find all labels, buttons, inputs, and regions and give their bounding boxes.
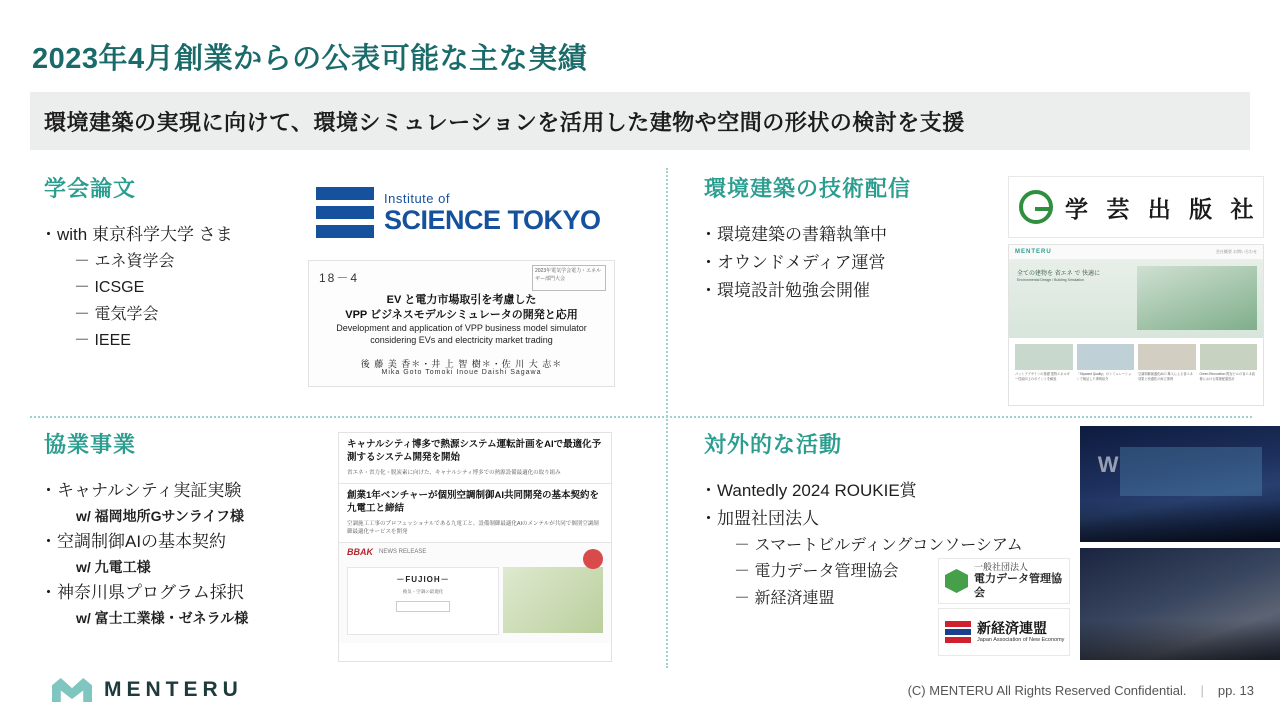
audience-shadow — [1080, 620, 1280, 660]
footer-logo — [52, 678, 243, 702]
quadrant-tech-media-heading: 環境建築の技術配信 — [704, 176, 912, 201]
list-item: ・オウンドメディア運営 — [700, 253, 886, 273]
press-headline: 創業1年ベンチャーが個別空調制御AI共同開発の基本契約を九電工と締結 — [347, 489, 599, 514]
list-item: － エネ資学会 — [74, 253, 175, 271]
association-logo-line2: 電力データ管理協会 — [974, 572, 1063, 599]
press-red-badge-icon — [583, 549, 603, 569]
article-caption: 空調制御最適化AIの 導入による省エネ効果と快適性の両立事例 — [1138, 372, 1193, 381]
new-economy-mark-icon — [945, 621, 971, 643]
press-product-button — [396, 601, 450, 612]
list-item: － 電力データ管理協会 — [734, 563, 899, 581]
footer-copyright: (C) MENTERU All Rights Reserved Confidential. — [907, 683, 1187, 698]
vertical-divider — [666, 168, 668, 668]
paper-title-en1: Development and application of VPP business model simulator — [336, 323, 587, 333]
association-logo-power-data — [938, 558, 1070, 604]
paper-title-line2: VPP ビジネスモデルシミュレータの開発と応用 — [345, 309, 578, 321]
paper-title-line1: EV と電力市場取引を考慮した — [386, 294, 537, 306]
website-hero-image — [1137, 266, 1257, 330]
quadrant-outreach — [690, 424, 1280, 668]
press-release-capture — [338, 432, 612, 662]
website-header — [1009, 245, 1263, 260]
list-item: ・環境設計勉強会開催 — [700, 281, 870, 301]
list-item-note: w/ 富士工業様・ゼネラル様 — [76, 610, 249, 627]
footer-brand-name: MENTERU — [104, 678, 243, 701]
website-article-cards — [1009, 338, 1263, 388]
press-headline: キャナルシティ博多で熱源システム運転計画をAIで最適化予測するシステム開発を開始 — [347, 439, 602, 463]
audience-shadow — [1080, 500, 1280, 542]
list-item: ・空調制御AIの基本契約 — [40, 532, 227, 552]
list-item — [1200, 344, 1258, 382]
owned-media-website-capture — [1008, 244, 1264, 406]
list-item: ・キャナルシティ実証実験 — [40, 481, 242, 500]
press-bottom-capture — [339, 543, 611, 643]
article-caption: 「Skyward Quality」のシミュレーションで検証した事例紹介 — [1076, 372, 1132, 381]
science-tokyo-logo-line1: Institute of — [384, 191, 450, 206]
event-photo-stage — [1080, 426, 1280, 542]
list-item — [1138, 344, 1196, 382]
quadrant-grid — [30, 168, 1260, 668]
list-item: － 新経済連盟 — [734, 589, 835, 607]
footer-page-number: pp. 13 — [1217, 683, 1254, 698]
event-photo-audience — [1080, 548, 1280, 660]
press-logos — [339, 543, 611, 561]
paper-stamp: 2023年電気学会電力・エネルギー部門大会 — [532, 265, 606, 291]
quadrant-outreach-heading: 対外的な活動 — [704, 432, 843, 457]
wantedly-w-icon: W — [1097, 451, 1119, 477]
gakugei-g-icon — [1019, 190, 1053, 224]
quadrant-collaboration — [30, 424, 642, 668]
article-caption: Green Renovation 既存ビルの省エネ改修における環境配慮設計 — [1199, 372, 1255, 381]
quadrant-papers — [30, 168, 642, 412]
article-thumbnail — [1015, 344, 1073, 370]
list-item: － スマートビルディングコンソーシアム — [734, 537, 1023, 555]
menteru-mark-icon — [52, 678, 92, 702]
article-thumbnail — [1077, 344, 1135, 370]
subtitle-band — [30, 92, 1250, 150]
list-item: － 電気学会 — [74, 305, 159, 323]
list-item — [1077, 344, 1135, 382]
gakugei-publisher-logo — [1008, 176, 1264, 238]
footer-separator: | — [1200, 683, 1204, 698]
list-item: － ICSGE — [74, 279, 145, 297]
quadrant-papers-heading: 学会論文 — [44, 176, 137, 201]
list-item: ・加盟社団法人 — [700, 509, 819, 529]
subtitle-text: 環境建築の実現に向けて、環境シミュレーションを活用した建物や空間の形状の検討を支援 — [44, 109, 965, 135]
website-hero-title: 全ての建物を 省エネ で 快適に — [1017, 271, 1101, 277]
website-brand: MENTERU — [1015, 249, 1052, 255]
paper-scan-thumbnail — [308, 260, 615, 387]
website-nav: 会社概要 お問い合わせ — [1215, 249, 1257, 254]
press-logo-bbak: BBAK — [347, 547, 373, 557]
website-hero — [1009, 260, 1263, 338]
press-logo-newsrelease: NEWS RELEASE — [379, 549, 427, 555]
paper-title-en2: considering EVs and electricity market trading — [370, 335, 553, 345]
press-product-image — [503, 567, 603, 633]
footer-meta — [908, 683, 1254, 698]
press-release-item — [339, 484, 611, 543]
press-body: 空調施工工事のプロフェッショナルである九電工と、設備制御最適化AIのメンテルが共同で個別空調制御最適化サービスを開発 — [347, 520, 599, 535]
list-item: － IEEE — [74, 332, 131, 350]
quadrant-collaboration-heading: 協業事業 — [44, 432, 137, 457]
association-logo-line1: 新経済連盟 — [977, 620, 1047, 637]
stage-screen — [1120, 447, 1262, 496]
website-hero-subtitle: Environmental Design / Building Simulation — [1017, 278, 1084, 282]
paper-authors-en: Mika Goto Tomoki Inoue Daishi Sagawa — [381, 369, 542, 376]
power-data-mark-icon — [945, 569, 968, 593]
list-item-note: w/ 九電工様 — [76, 559, 151, 576]
press-body: 省エネ・省力化・脱炭素に向けた、キャナルシティ博多での熱源設備最適化の取り組み — [347, 469, 561, 476]
list-item — [1015, 344, 1073, 382]
press-product-card — [347, 567, 499, 635]
article-thumbnail — [1200, 344, 1258, 370]
list-item: ・Wantedly 2024 ROUKIE賞 — [700, 481, 917, 500]
gakugei-publisher-name: 学 芸 出 版 社 — [1065, 195, 1260, 222]
science-tokyo-logo-line2: SCIENCE TOKYO — [384, 204, 601, 235]
association-logo-new-economy — [938, 608, 1070, 656]
press-product-title: －FUJIOH－ — [396, 575, 450, 584]
science-tokyo-logo — [308, 176, 608, 250]
horizontal-divider — [30, 416, 1252, 418]
list-item-note: w/ 福岡地所Gサンライフ様 — [76, 508, 245, 525]
list-item: ・環境建築の書籍執筆中 — [700, 225, 887, 244]
press-release-item — [339, 433, 611, 484]
association-logo-line2: Japan Association of New Economy — [977, 637, 1065, 644]
quadrant-tech-media — [690, 168, 1280, 412]
article-caption: パッシブデザインの基礎 建物エネルギー性能向上のポイントを解説 — [1015, 372, 1070, 381]
paper-number: 18－4 — [319, 271, 360, 285]
page-title: 2023年4月創業からの公表可能な主な実績 — [32, 43, 588, 75]
science-tokyo-mark-icon — [316, 187, 374, 239]
list-item: ・with 東京科学大学 さま — [40, 225, 233, 244]
paper-authors-jp: 後 藤 美 香＊・井 上 智 樹＊・佐 川 大 志＊ — [360, 359, 563, 369]
press-product-subtitle: 換気・空調の最適化 — [402, 589, 444, 594]
list-item: ・神奈川県プログラム採択 — [40, 583, 244, 603]
association-logo-line1: 一般社団法人 — [974, 561, 1029, 572]
article-thumbnail — [1138, 344, 1196, 370]
